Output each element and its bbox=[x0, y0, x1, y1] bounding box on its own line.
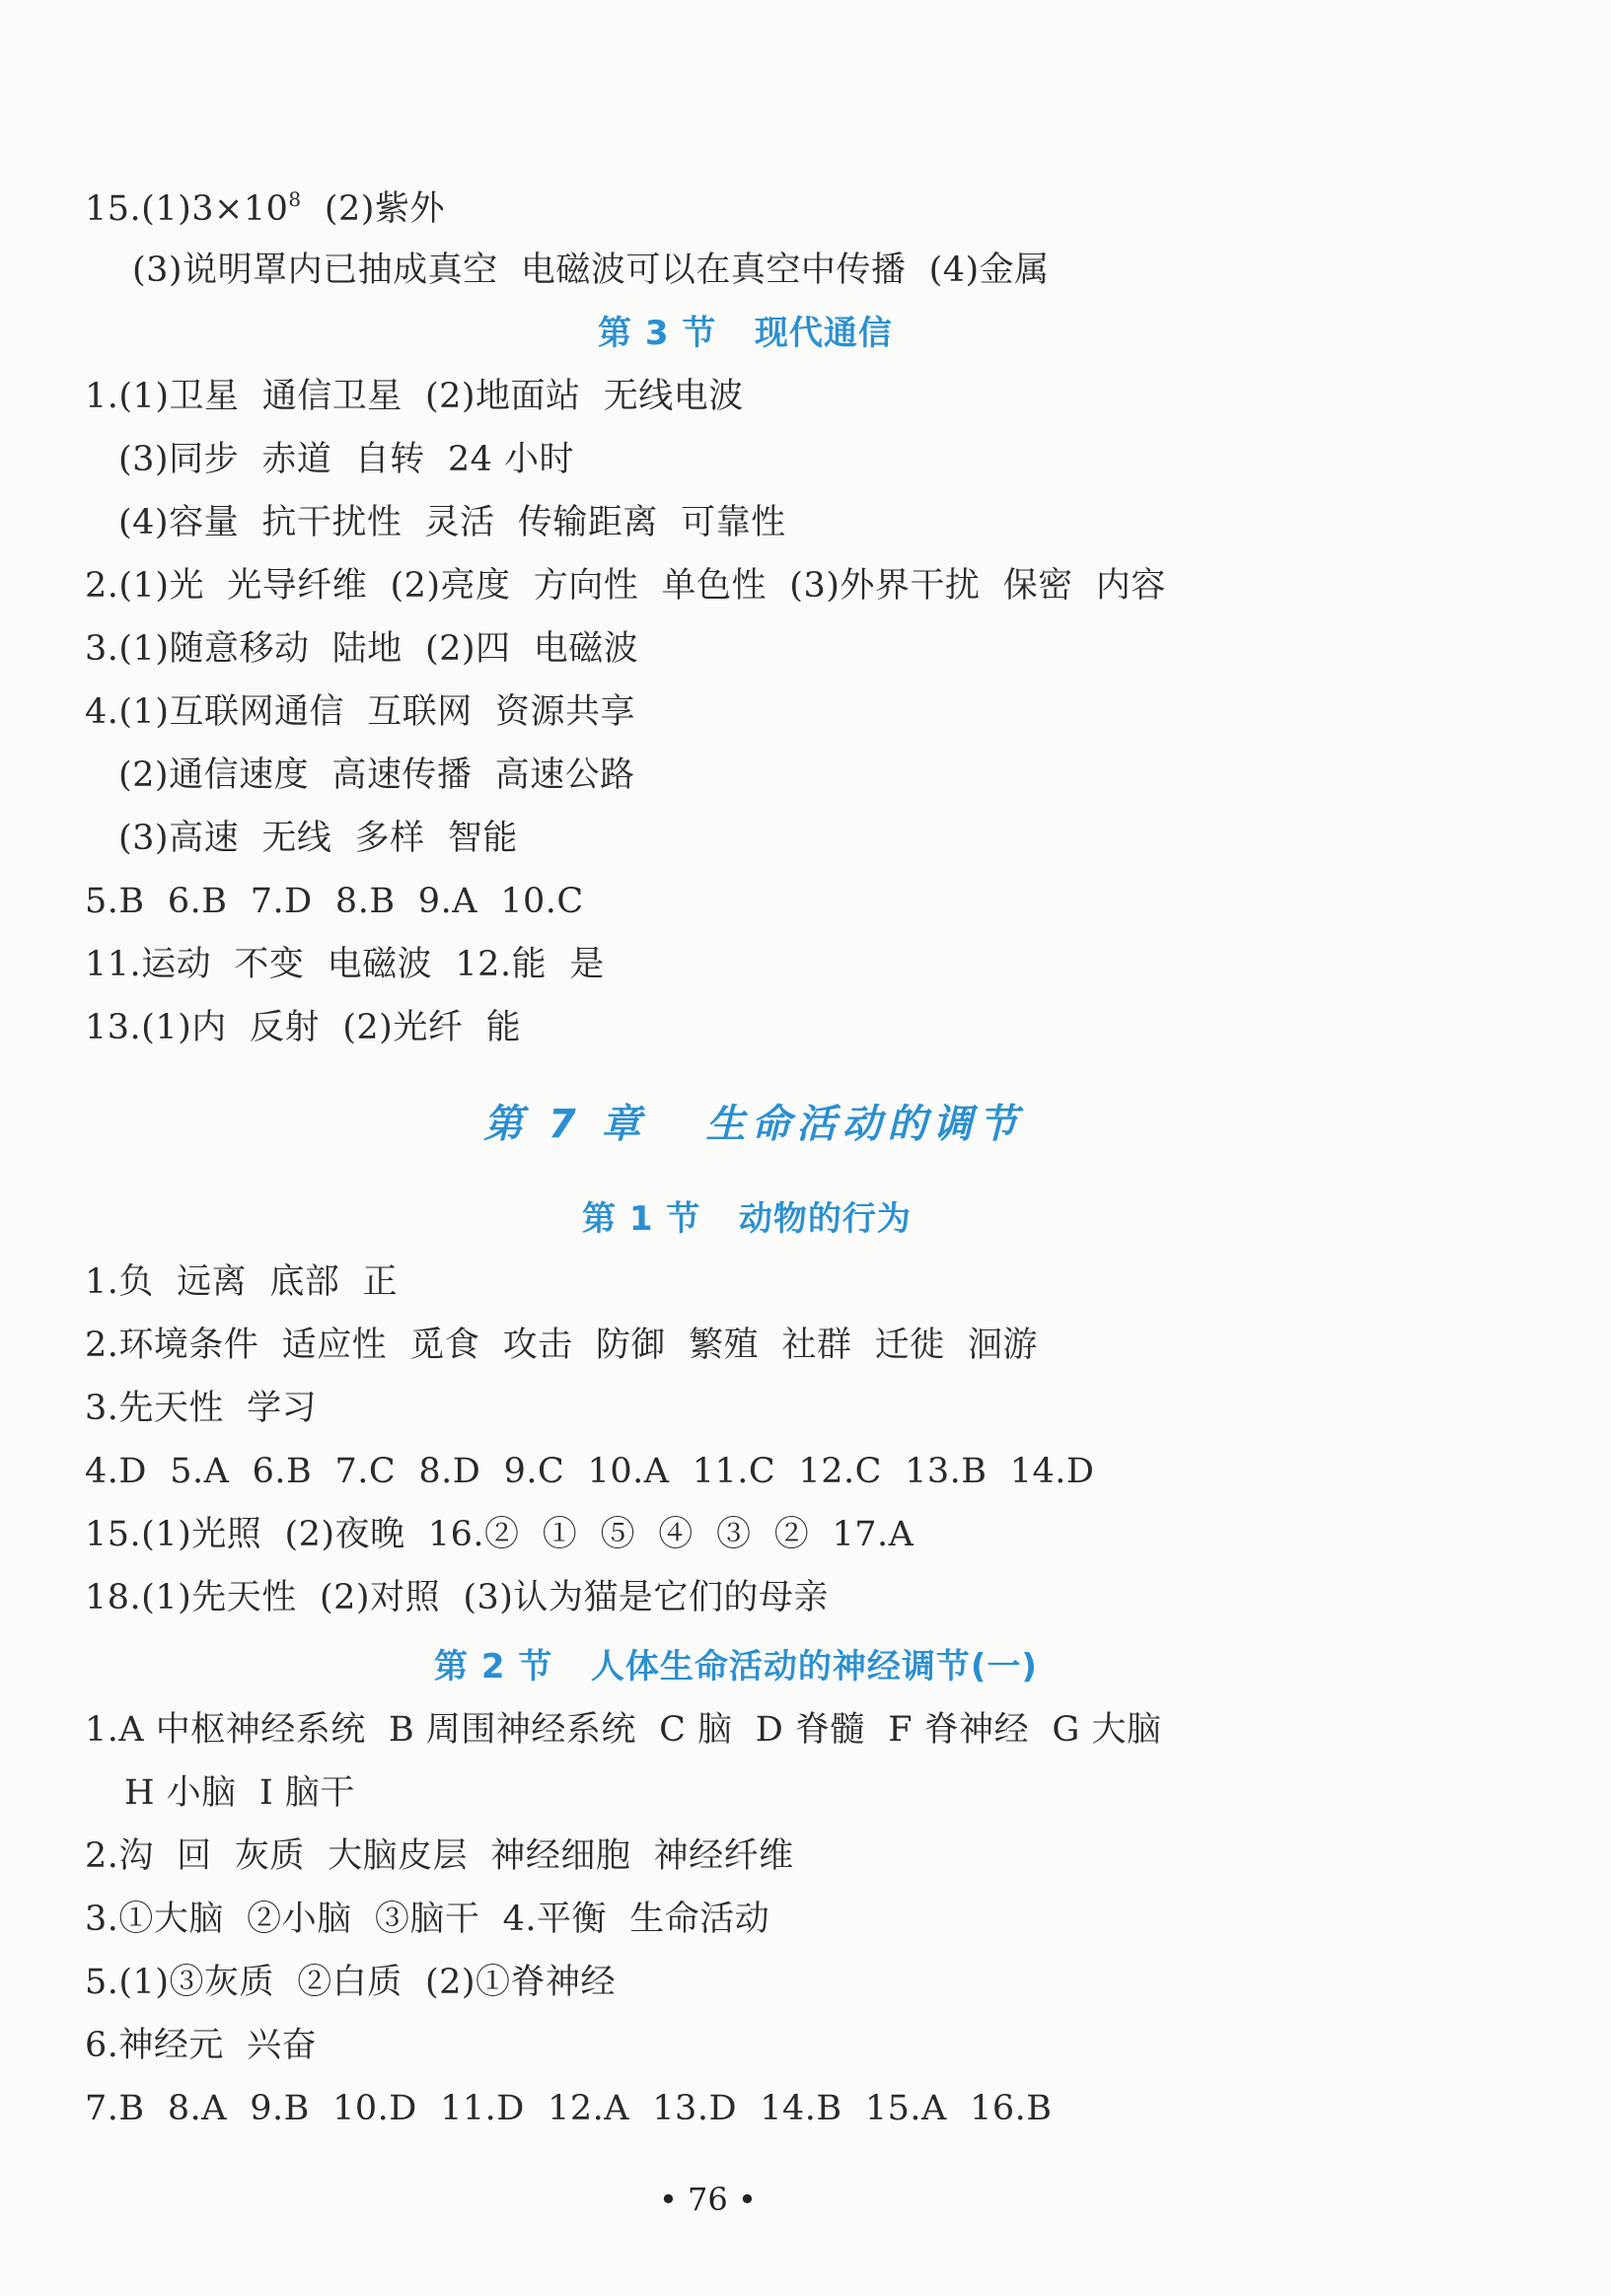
answer-line: 13.(1)内 反射 (2)光纤 能 bbox=[85, 1008, 522, 1047]
answer-line: 7.B 8.A 9.B 10.D 11.D 12.A 13.D 14.B 15.A 16.B bbox=[85, 2089, 1053, 2128]
answer-line: 4.D 5.A 6.B 7.C 8.D 9.C 10.A 11.C 12.C 13.B 14.D bbox=[85, 1452, 1095, 1491]
answer-line: (2)通信速度 高速传播 高速公路 bbox=[118, 755, 635, 795]
answer-line: 1.(1)卫星 通信卫星 (2)地面站 无线电波 bbox=[85, 377, 744, 416]
chapter-title: 第 7 章 生命活动的调节 bbox=[483, 1102, 1024, 1147]
exponent: 8 bbox=[288, 187, 302, 211]
page-number: • 76 • bbox=[659, 2181, 757, 2218]
answer-line: 3.①大脑 ②小脑 ③脑干 4.平衡 生命活动 bbox=[85, 1900, 770, 1939]
answer-line: 1.A 中枢神经系统 B 周围神经系统 C 脑 D 脊髓 F 脊神经 G 大脑 bbox=[85, 1710, 1162, 1750]
answer-15-suffix: (2)紫外 bbox=[301, 189, 445, 229]
answer-line: 5.B 6.B 7.D 8.B 9.A 10.C bbox=[85, 882, 584, 921]
section-heading-2: 第 2 节 人体生命活动的神经调节(一) bbox=[434, 1647, 1038, 1686]
answer-line: 5.(1)③灰质 ②白质 (2)①脊神经 bbox=[85, 1963, 617, 2002]
answer-line: 1.负 远离 底部 正 bbox=[85, 1262, 399, 1302]
answer-line: H 小脑 I 脑干 bbox=[124, 1773, 355, 1813]
answer-line-15-first bbox=[85, 187, 445, 231]
answer-line: (4)容量 抗干扰性 灵活 传输距离 可靠性 bbox=[118, 503, 786, 542]
answer-line: (3)说明罩内已抽成真空 电磁波可以在真空中传播 (4)金属 bbox=[132, 251, 1050, 290]
section-heading-1: 第 1 节 动物的行为 bbox=[582, 1199, 912, 1239]
section-heading-3: 第 3 节 现代通信 bbox=[598, 314, 893, 353]
answer-15-prefix: 15.(1)3×10 bbox=[85, 189, 289, 229]
answer-line: 3.(1)随意移动 陆地 (2)四 电磁波 bbox=[85, 629, 639, 669]
answer-line: 4.(1)互联网通信 互联网 资源共享 bbox=[85, 692, 635, 732]
answer-line: 2.沟 回 灰质 大脑皮层 神经细胞 神经纤维 bbox=[85, 1836, 794, 1876]
answer-line: 11.运动 不变 电磁波 12.能 是 bbox=[85, 945, 605, 984]
answer-line: 15.(1)光照 (2)夜晚 16.② ① ⑤ ④ ③ ② 17.A bbox=[85, 1515, 915, 1554]
answer-line: 2.环境条件 适应性 觅食 攻击 防御 繁殖 社群 迁徙 洄游 bbox=[85, 1326, 1038, 1365]
answer-line: 2.(1)光 光导纤维 (2)亮度 方向性 单色性 (3)外界干扰 保密 内容 bbox=[85, 566, 1166, 606]
answer-line: 18.(1)先天性 (2)对照 (3)认为猫是它们的母亲 bbox=[85, 1578, 829, 1617]
answer-line: 3.先天性 学习 bbox=[85, 1389, 318, 1428]
answer-line: 6.神经元 兴奋 bbox=[85, 2026, 318, 2065]
answer-line: (3)高速 无线 多样 智能 bbox=[118, 819, 518, 858]
answer-line: (3)同步 赤道 自转 24 小时 bbox=[118, 440, 574, 479]
